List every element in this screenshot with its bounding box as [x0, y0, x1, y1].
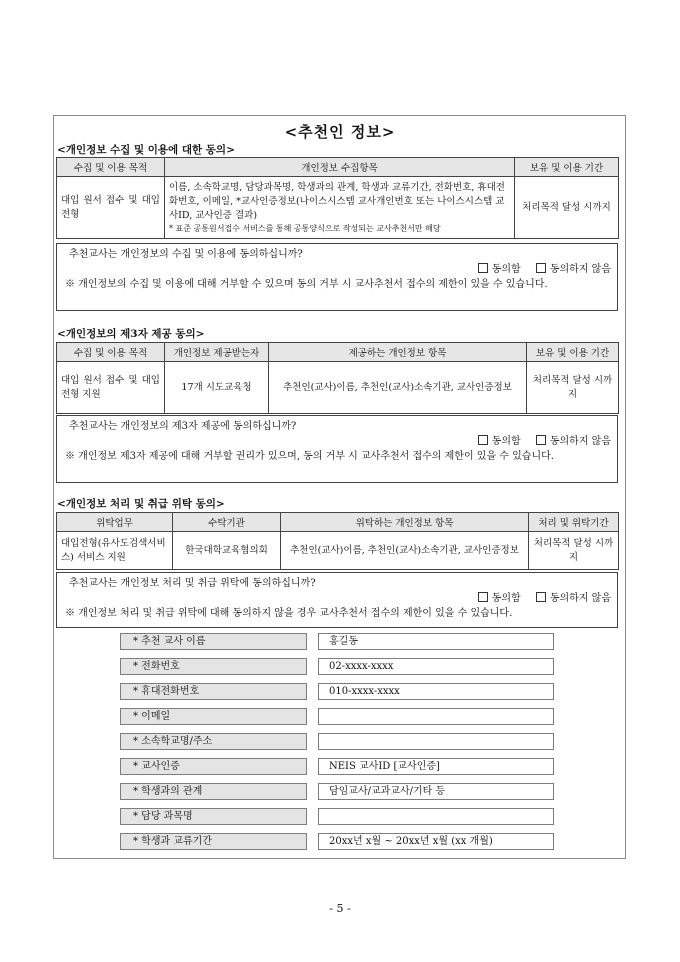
checkbox-icon[interactable]	[478, 592, 488, 602]
collect-items-cell	[165, 177, 515, 239]
form-row-school	[120, 733, 554, 750]
school-address-field[interactable]	[318, 733, 554, 750]
checkbox-icon[interactable]	[478, 263, 488, 273]
third-agree-option[interactable]: 동의함	[478, 436, 521, 447]
form-label-school: * 소속학교명/주소	[120, 733, 307, 750]
collect-heading: <개인정보 수집 및 이용에 대한 동의>	[57, 144, 235, 156]
consign-heading: <개인정보 처리 및 취급 위탁 동의>	[57, 498, 225, 510]
collect-table	[56, 157, 619, 239]
third-header-recipient: 개인정보 제공받는자	[165, 343, 269, 362]
consign-header-period: 처리 및 위탁기간	[529, 513, 619, 532]
form-label-email: * 이메일	[120, 708, 307, 725]
page-title: <추천인 정보>	[284, 123, 396, 141]
checkbox-icon[interactable]	[536, 592, 546, 602]
consign-task: 대입전형(유사도검색서비스) 서비스 지원	[57, 532, 173, 570]
consign-agree-option[interactable]: 동의함	[478, 593, 521, 604]
third-options	[63, 434, 611, 449]
collect-items: 이름, 소속학교명, 담당과목명, 학생과의 관계, 학생과 교류기간, 전화번호, 휴대전화번호, 이메일, *교사인증정보(나이스시스템 교사개인번호 또는 나이스시스템 교사ID, 교사인증 결과)	[169, 182, 505, 221]
consign-items: 추천인(교사)이름, 추천인(교사)소속기관, 교사인증정보	[281, 532, 529, 570]
consign-trustee: 한국대학교육협의회	[173, 532, 281, 570]
subject-field[interactable]	[318, 808, 554, 825]
form-label-cert: * 교사인증	[120, 758, 307, 775]
third-table	[56, 342, 619, 414]
collect-disagree-option[interactable]: 동의하지 않음	[536, 264, 611, 275]
form-row-name	[120, 633, 554, 650]
checkbox-icon[interactable]	[478, 435, 488, 445]
collect-consent-box	[56, 243, 618, 311]
collect-header-items: 개인정보 수집항목	[165, 158, 515, 177]
third-disagree-option[interactable]: 동의하지 않음	[536, 436, 611, 447]
collect-header-purpose: 수집 및 이용 목적	[57, 158, 165, 177]
consign-table	[56, 512, 619, 570]
form-label-mobile: * 휴대전화번호	[120, 683, 307, 700]
collect-purpose: 대입 원서 접수 및 대입 전형	[57, 177, 165, 239]
form-label-subject: * 담당 과목명	[120, 808, 307, 825]
checkbox-icon[interactable]	[536, 263, 546, 273]
form-row-mobile	[120, 683, 554, 700]
email-field[interactable]	[318, 708, 554, 725]
relation-field[interactable]: 담임교사/교과교사/기타 등	[318, 783, 554, 800]
form-row-period	[120, 833, 554, 850]
form-label-period: * 학생과 교류기간	[120, 833, 307, 850]
third-question: 추천교사는 개인정보의 제3자 제공에 동의하십니까?	[69, 421, 297, 432]
teacher-cert-field[interactable]: NEIS 교사ID [교사인증]	[318, 758, 554, 775]
consign-question: 추천교사는 개인정보 처리 및 취급 위탁에 동의하십니까?	[69, 578, 316, 589]
third-note: ※ 개인정보 제3자 제공에 대해 거부할 권리가 있으며, 동의 거부 시 교사추천서 접수의 제한이 있을 수 있습니다.	[65, 451, 554, 462]
collect-header-period: 보유 및 이용 기간	[515, 158, 619, 177]
third-header-period: 보유 및 이용 기간	[527, 343, 619, 362]
consign-header-task: 위탁업무	[57, 513, 173, 532]
third-consent-box	[56, 415, 618, 483]
collect-note: ※ 개인정보의 수집 및 이용에 대해 거부할 수 있으며 동의 거부 시 교사추천서 접수의 제한이 있을 수 있습니다.	[65, 279, 548, 290]
third-recipient: 17개 시도교육청	[165, 362, 269, 414]
consign-header-items: 위탁하는 개인정보 항목	[281, 513, 529, 532]
form-label-relation: * 학생과의 관계	[120, 783, 307, 800]
form-row-email	[120, 708, 554, 725]
form-row-relation	[120, 783, 554, 800]
phone-field[interactable]: 02-xxxx-xxxx	[318, 658, 554, 675]
form-row-phone	[120, 658, 554, 675]
collect-period: 처리목적 달성 시까지	[515, 177, 619, 239]
collect-options	[63, 262, 611, 277]
consign-note: ※ 개인정보 처리 및 취급 위탁에 대해 동의하지 않을 경우 교사추천서 접수의 제한이 있을 수 있습니다.	[65, 608, 513, 619]
mobile-field[interactable]: 010-xxxx-xxxx	[318, 683, 554, 700]
consign-header-trustee: 수탁기관	[173, 513, 281, 532]
form-label-name: * 추천 교사 이름	[120, 633, 307, 650]
third-header-purpose: 수집 및 이용 목적	[57, 343, 165, 362]
consign-period: 처리목적 달성 시까지	[529, 532, 619, 570]
third-header-items: 제공하는 개인정보 항목	[269, 343, 527, 362]
consign-consent-box	[56, 572, 618, 628]
checkbox-icon[interactable]	[536, 435, 546, 445]
collect-items-note: * 표준 공통원서접수 서비스를 통해 공통양식으로 작성되는 교사추천서만 해당	[169, 224, 441, 233]
third-items: 추천인(교사)이름, 추천인(교사)소속기관, 교사인증정보	[269, 362, 527, 414]
form-row-subject	[120, 808, 554, 825]
consign-options	[63, 591, 611, 606]
page-number: - 5 -	[329, 902, 351, 915]
third-period: 처리목적 달성 시까지	[527, 362, 619, 414]
third-heading: <개인정보의 제3자 제공 동의>	[57, 328, 205, 340]
form-label-phone: * 전화번호	[120, 658, 307, 675]
teacher-name-field[interactable]: 홍길동	[318, 633, 554, 650]
consign-disagree-option[interactable]: 동의하지 않음	[536, 593, 611, 604]
collect-question: 추천교사는 개인정보의 수집 및 이용에 동의하십니까?	[69, 249, 303, 260]
third-purpose: 대입 원서 접수 및 대입 전형 지원	[57, 362, 165, 414]
collect-agree-option[interactable]: 동의함	[478, 264, 521, 275]
form-row-cert	[120, 758, 554, 775]
exchange-period-field[interactable]: 20xx년 x월 ~ 20xx년 x월 (xx 개월)	[318, 833, 554, 850]
